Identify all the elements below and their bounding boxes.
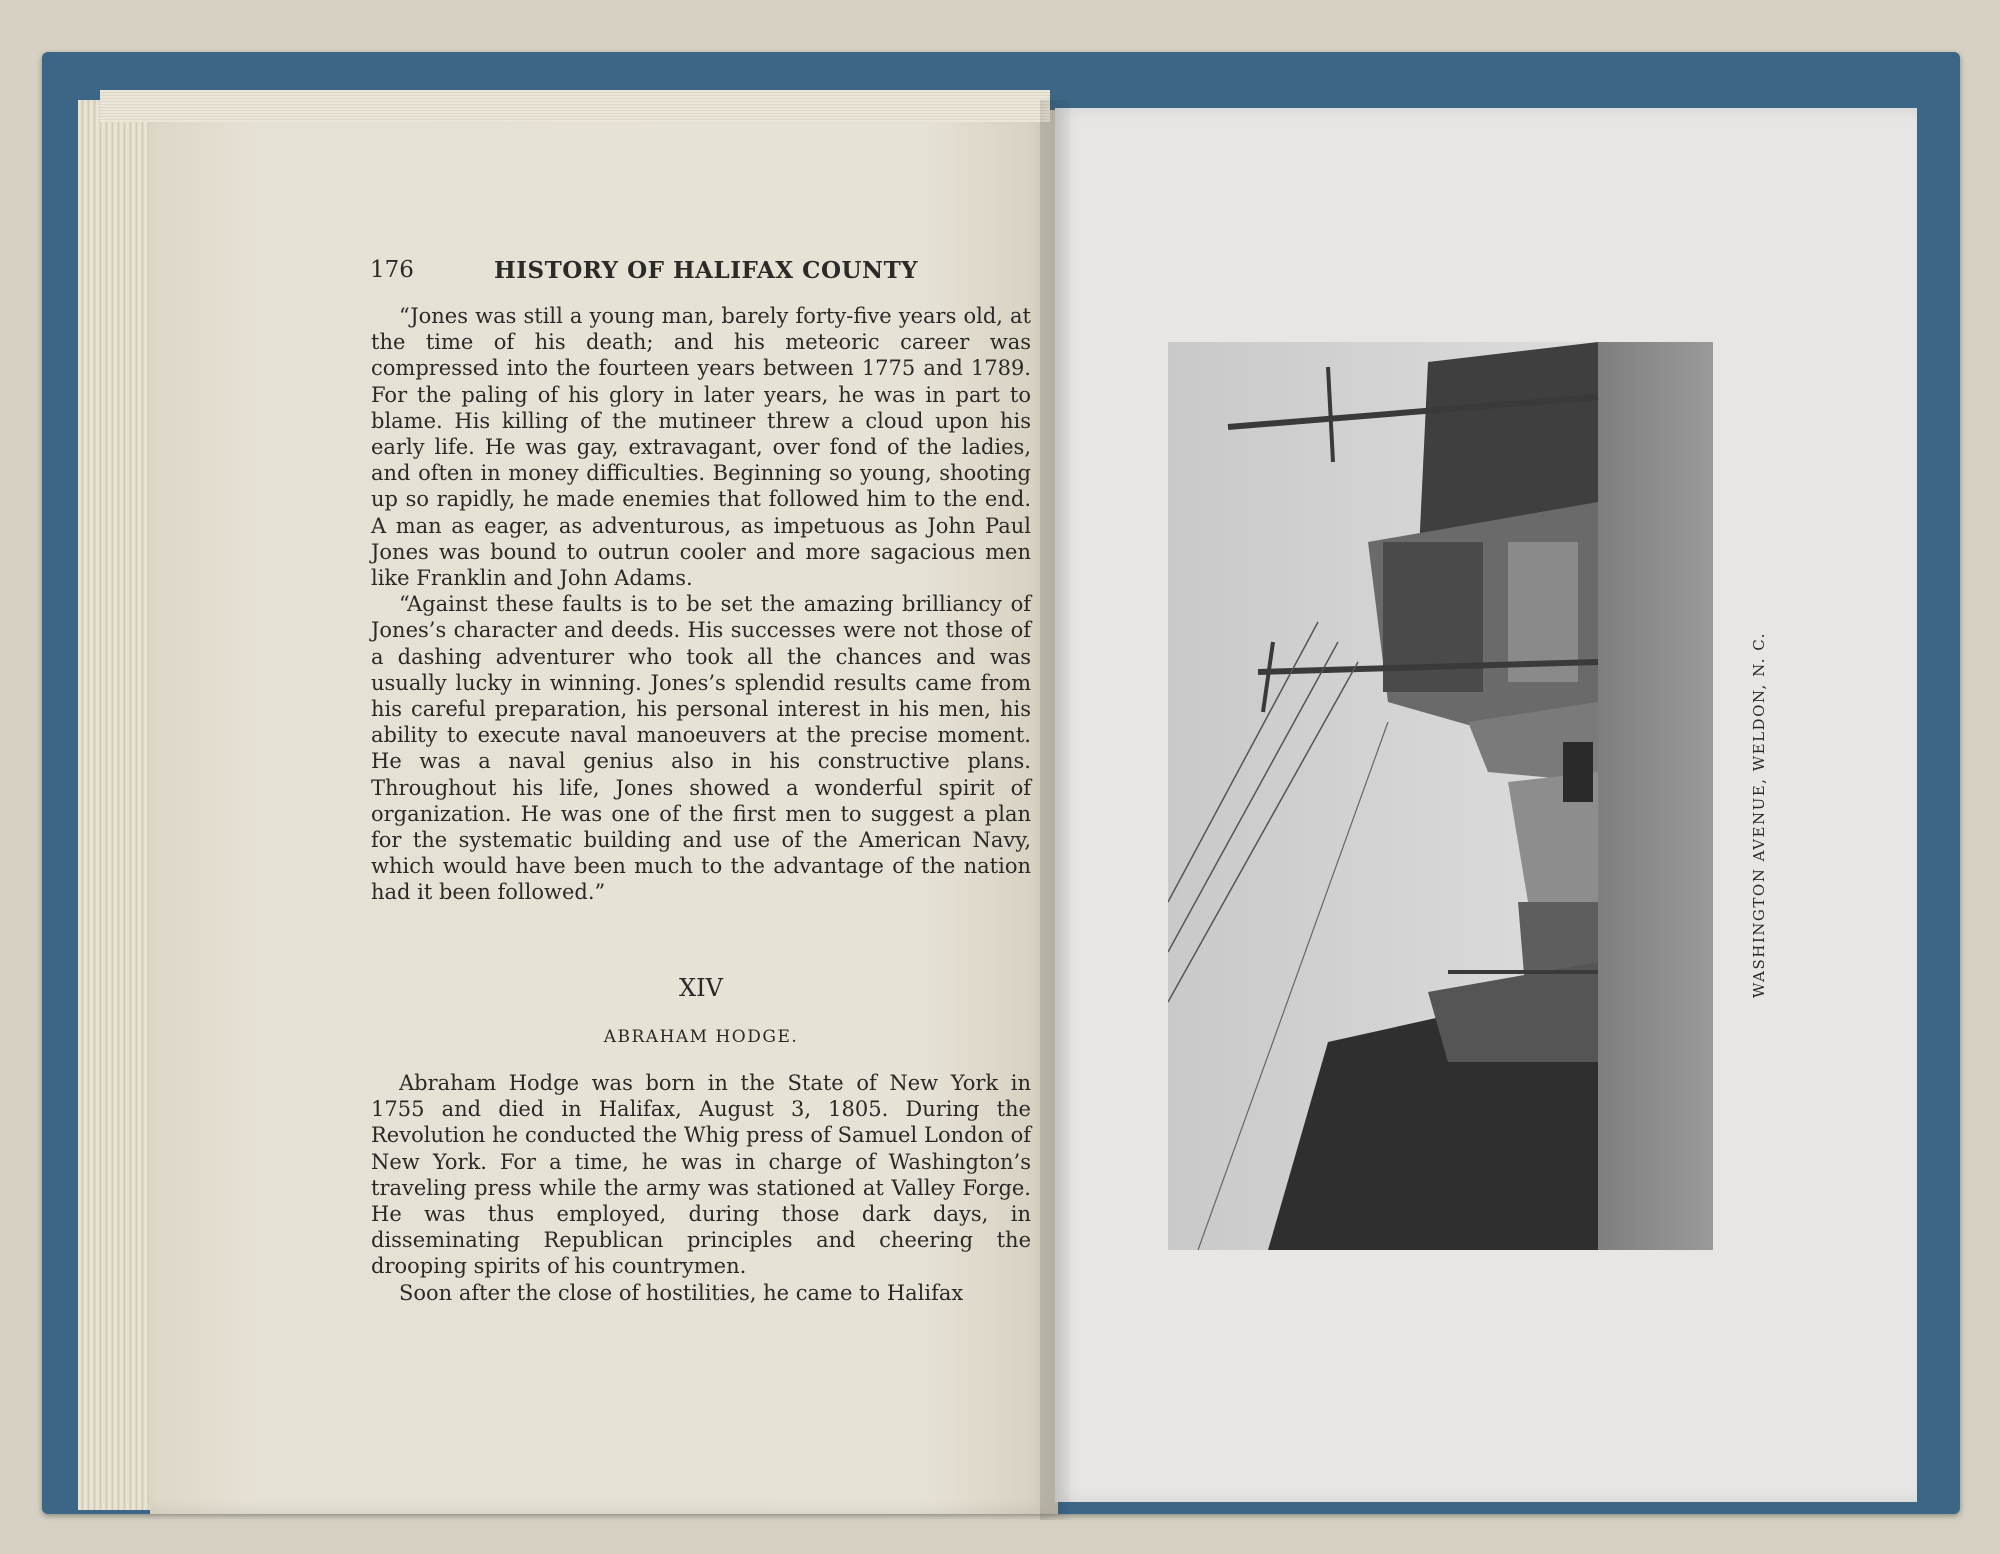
paragraph: Soon after the close of hostilities, he came to Halifax [399, 1280, 964, 1305]
book-gutter [1040, 100, 1070, 1520]
paragraph: “Jones was still a young man, barely forty-five years old, at the time of his death; and his meteoric career was compressed into the fourteen years between 1775 and 1789. For the paling of his glory in later years, he was in part to blame. His killing of the mutineer threw a cloud upon his early life. He was gay, extravagant, over fond of the ladies, and often in money difficulties. Beginning so young, shooting up so rapidly, he made enemies that followed him to the end. A man as eager, as adventurous, as impetuous as John Paul Jones was bound to outrun cooler and more sagacious men like Franklin and John Adams. [371, 304, 1031, 591]
chapter-title: ABRAHAM HODGE. [603, 1027, 799, 1047]
street-photo [1168, 342, 1713, 1250]
paragraph: “Against these faults is to be set the amazing brilliancy of Jones’s character and deeds. His successes were not those of a dashing adventurer who took all the chances and was usually lucky in winning. Jones’s splendid results came from his careful preparation, his personal interest in his men, his ability to execute naval manoeuvers at the precise moment. He was a naval genius also in his constructive plans. Throughout his life, Jones showed a wonderful spirit of organization. He was one of the first men to suggest a plan for the systematic building and use of the American Navy, which would have been much to the advantage of the nation had it been followed.” [371, 592, 1031, 905]
page-top-edge [100, 90, 1050, 122]
running-title: HISTORY OF HALIFAX COUNTY [494, 257, 919, 284]
paragraph: Abraham Hodge was born in the State of New York in 1755 and died in Halifax, August 3, 1805. During the Revolution he conducted the Whig press of Samuel London of New York. For a time, he was in charge of Washington’s traveling press while the army was stationed at Valley Forge. He was thus employed, during those dark days, in disseminating Republican principles and cheering the drooping spirits of his countrymen. [371, 1071, 1031, 1279]
photo-caption: WASHINGTON AVENUE, WELDON, N. C. [1750, 632, 1768, 998]
page-number: 176 [370, 257, 414, 283]
body-text-top [371, 303, 1031, 906]
body-text-bottom [371, 1070, 1031, 1306]
chapter-number: XIV [679, 974, 723, 1002]
running-head [370, 257, 1030, 289]
